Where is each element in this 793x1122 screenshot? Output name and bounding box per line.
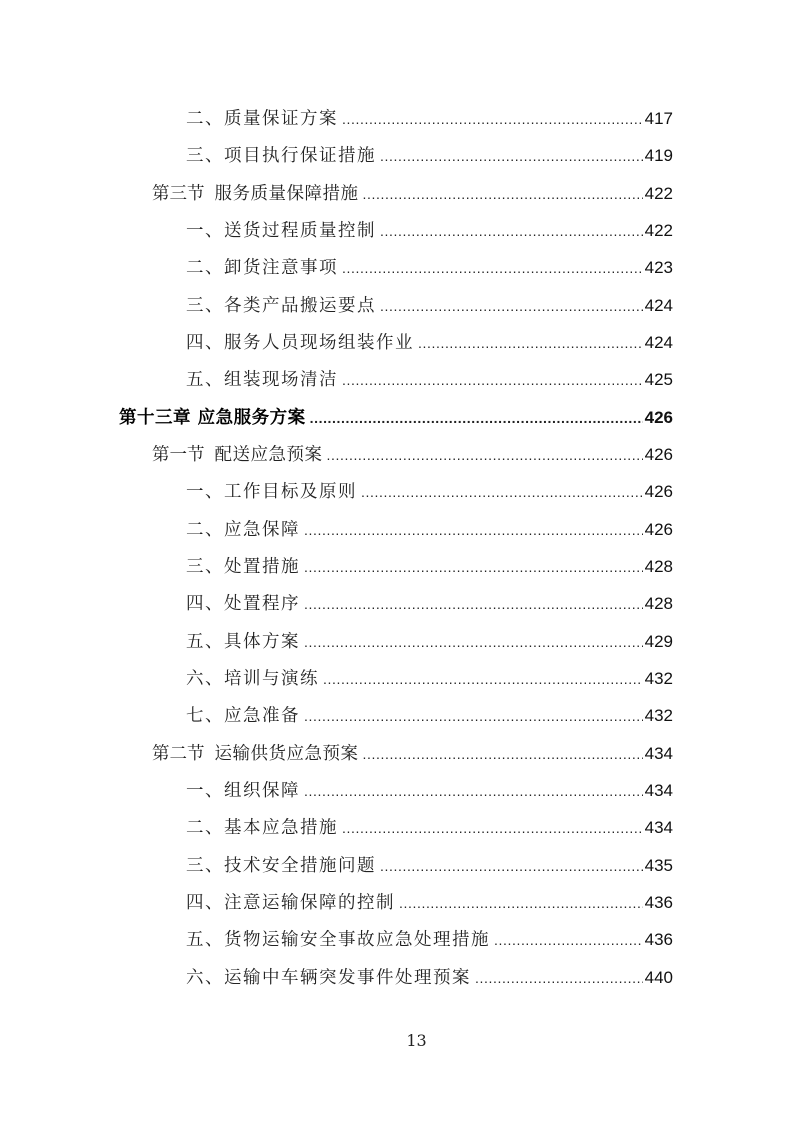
toc-entry[interactable]: [186, 925, 673, 955]
toc-entry-title: 一、送货过程质量控制: [186, 221, 376, 241]
toc-section-entry[interactable]: [152, 179, 673, 209]
toc-entry[interactable]: [186, 515, 673, 545]
toc-entry-title: 五、组装现场清洁: [186, 370, 338, 390]
toc-entry[interactable]: [186, 253, 673, 283]
dot-leader: [494, 925, 643, 955]
toc-entry[interactable]: [186, 552, 673, 582]
toc-entry-title: [152, 179, 359, 209]
dot-leader: [310, 403, 643, 433]
chapter-title: 第十三章 应急服务方案: [119, 408, 306, 428]
toc-section-entry[interactable]: [152, 440, 673, 470]
toc-entry-page: 434: [644, 781, 673, 800]
toc-entry[interactable]: [186, 141, 673, 171]
section-number: 第三节: [152, 184, 205, 204]
toc-entry[interactable]: [186, 888, 673, 918]
dot-leader: [327, 440, 643, 470]
toc-entry-page: 426: [644, 445, 673, 464]
dot-leader: [363, 739, 643, 769]
dot-leader: [380, 141, 643, 171]
toc-entry-title: 六、培训与演练: [186, 669, 319, 689]
dot-leader: [363, 179, 643, 209]
toc-entry-title: 二、质量保证方案: [186, 109, 338, 129]
toc-entry-title: 一、组织保障: [186, 781, 300, 801]
section-title: 运输供货应急预案: [214, 744, 359, 764]
toc-entry-page: 417: [644, 109, 673, 128]
section-title: 配送应急预案: [214, 445, 323, 465]
toc-entry-title: 四、处置程序: [186, 594, 300, 614]
toc-entry-page: 422: [644, 221, 673, 240]
dot-leader: [380, 216, 643, 246]
toc-entry-page: 434: [644, 818, 673, 837]
dot-leader: [342, 104, 643, 134]
toc-entry[interactable]: [186, 664, 673, 694]
toc-entry-page: 425: [644, 370, 673, 389]
toc-entry[interactable]: [186, 291, 673, 321]
dot-leader: [380, 291, 643, 321]
toc-entry[interactable]: [186, 813, 673, 843]
toc-entry-page: 428: [644, 557, 673, 576]
dot-leader: [380, 851, 643, 881]
toc-entry[interactable]: [186, 776, 673, 806]
dot-leader: [342, 253, 643, 283]
toc-entry-page: 423: [644, 258, 673, 277]
toc-entry-page: 436: [644, 893, 673, 912]
toc-entry[interactable]: [186, 963, 673, 993]
toc-entry-page: 422: [644, 184, 673, 203]
dot-leader: [399, 888, 643, 918]
dot-leader: [304, 776, 643, 806]
toc-entry-page: 426: [644, 520, 673, 539]
toc-entry-page: 434: [644, 744, 673, 763]
page-number: 13: [406, 1031, 427, 1050]
toc-entry[interactable]: [186, 365, 673, 395]
toc-entry-title: [152, 739, 359, 769]
toc-entry-page: 432: [644, 669, 673, 688]
section-title: 服务质量保障措施: [214, 184, 359, 204]
toc-entry-title: 五、具体方案: [186, 632, 300, 652]
toc-entry-page: 432: [644, 706, 673, 725]
dot-leader: [475, 963, 643, 993]
dot-leader: [342, 813, 643, 843]
toc-entry-page: 419: [644, 146, 673, 165]
dot-leader: [304, 589, 643, 619]
toc-entry-page: 440: [644, 968, 673, 987]
toc-entry-page: 436: [644, 930, 673, 949]
toc-entry-title: 三、处置措施: [186, 557, 300, 577]
toc-entry[interactable]: [186, 627, 673, 657]
dot-leader: [361, 477, 643, 507]
toc-entry-title: 二、卸货注意事项: [186, 258, 338, 278]
toc-entry-title: 三、各类产品搬运要点: [186, 296, 376, 316]
toc-entry[interactable]: [186, 589, 673, 619]
toc-entry[interactable]: [186, 701, 673, 731]
dot-leader: [342, 365, 643, 395]
toc-entry-page: 435: [644, 856, 673, 875]
dot-leader: [323, 664, 643, 694]
dot-leader: [418, 328, 643, 358]
toc-entry-title: 二、基本应急措施: [186, 818, 338, 838]
toc-entry-title: 四、注意运输保障的控制: [186, 893, 395, 913]
toc-entry-page: 426: [644, 408, 673, 427]
toc-entry[interactable]: [186, 851, 673, 881]
toc-entry-title: 一、工作目标及原则: [186, 482, 357, 502]
toc-chapter-entry[interactable]: [119, 403, 673, 433]
section-number: 第一节: [152, 445, 205, 465]
toc-entry-page: 429: [644, 632, 673, 651]
toc-entry-title: 四、服务人员现场组装作业: [186, 333, 414, 353]
toc-entry[interactable]: [186, 477, 673, 507]
dot-leader: [304, 552, 643, 582]
toc-entry-title: 三、技术安全措施问题: [186, 856, 376, 876]
toc-entry-page: 428: [644, 594, 673, 613]
toc-entry-title: 二、应急保障: [186, 520, 300, 540]
toc-entry-title: 七、应急准备: [186, 706, 300, 726]
dot-leader: [304, 627, 643, 657]
dot-leader: [304, 515, 643, 545]
toc-entry[interactable]: [186, 104, 673, 134]
toc-entry-page: 424: [644, 333, 673, 352]
toc-entry-title: 三、项目执行保证措施: [186, 146, 376, 166]
toc-entry[interactable]: [186, 328, 673, 358]
toc-entry[interactable]: [186, 216, 673, 246]
toc-entry-title: 六、运输中车辆突发事件处理预案: [186, 968, 471, 988]
toc-entry-page: 424: [644, 296, 673, 315]
toc-entry-title: [152, 440, 323, 470]
dot-leader: [304, 701, 643, 731]
toc-section-entry[interactable]: [152, 739, 673, 769]
toc-entry-title: 五、货物运输安全事故应急处理措施: [186, 930, 490, 950]
toc-entry-page: 426: [644, 482, 673, 501]
section-number: 第二节: [152, 744, 205, 764]
